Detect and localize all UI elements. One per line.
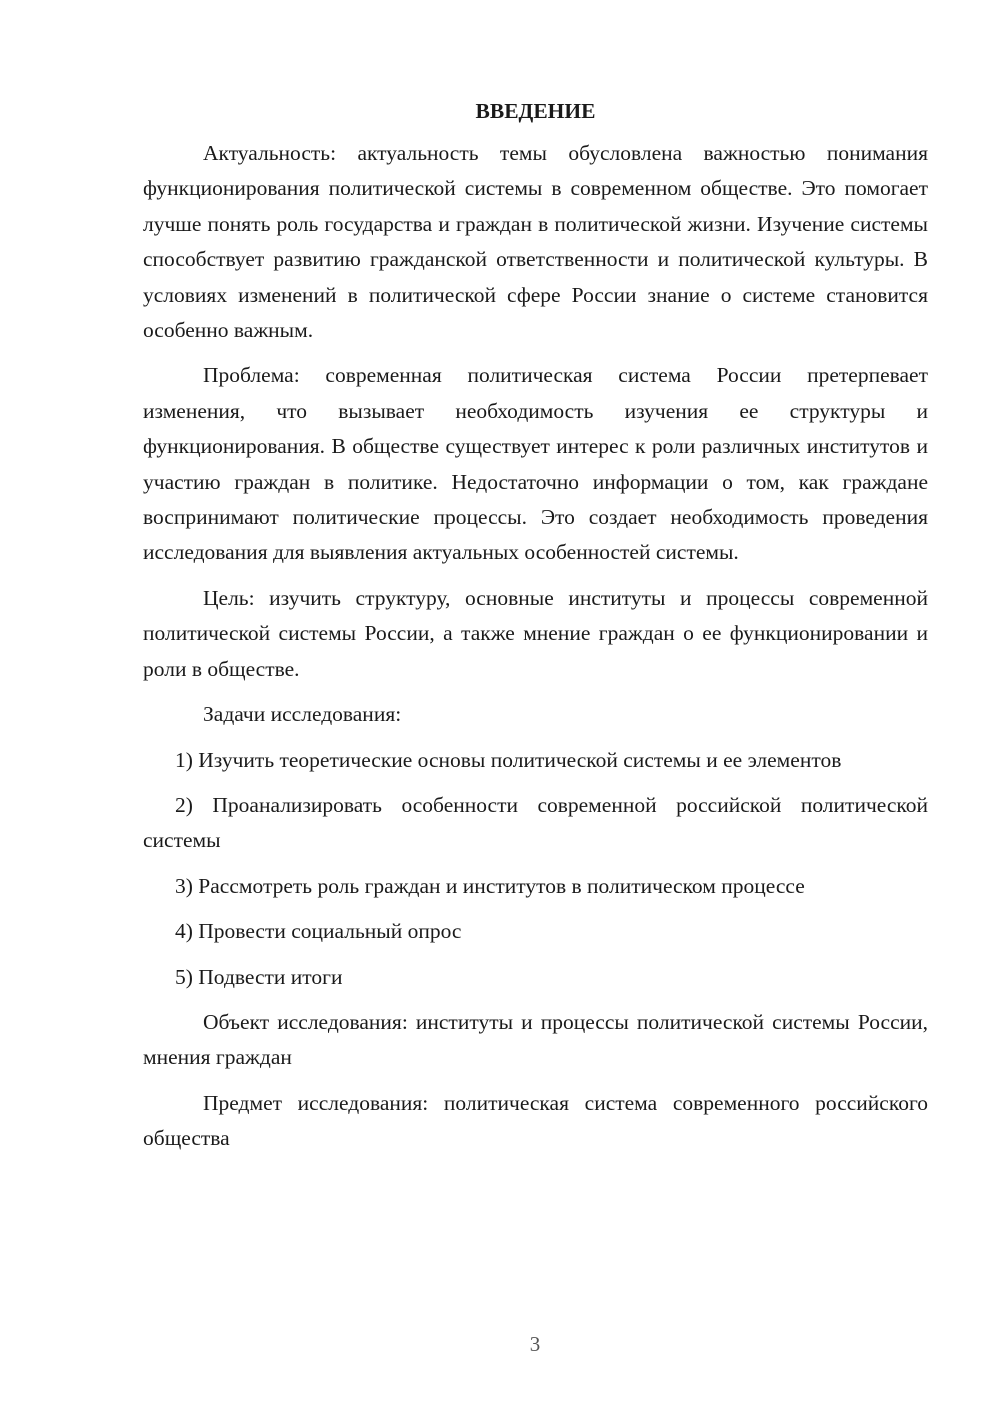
document-page — [143, 92, 928, 1167]
task-item: 3) Рассмотреть роль граждан и институтов в политическом процессе — [175, 873, 805, 898]
paragraph-object: Объект исследования: институты и процессы политической системы России, мнения граждан — [143, 1009, 928, 1070]
tasks-heading: Задачи исследования: — [203, 702, 402, 727]
task-item: 2) Проанализировать особенности современной российской политической системы — [143, 792, 928, 853]
paragraph-relevance: Актуальность: актуальность темы обусловлена важностью понимания функционирования политической системы в современном обществе. Это помогает лучше понять роль государства и граждан в политической жизни. Изучение системы способствует развитию гражданской ответственности и политической культуры. В условиях изменений в политической сфере России знание о системе становится особенно важным. — [143, 141, 928, 343]
page-number: 3 — [529, 1332, 541, 1356]
task-item: 4) Провести социальный опрос — [175, 919, 462, 944]
section-title: ВВЕДЕНИЕ — [475, 99, 596, 123]
paragraph-subject: Предмет исследования: политическая система современного российского общества — [143, 1090, 928, 1151]
paragraph-goal: Цель: изучить структуру, основные институты и процессы современной политической системы России, а также мнение граждан о ее функционировании и роли в обществе. — [143, 585, 928, 681]
paragraph-problem: Проблема: современная политическая система России претерпевает изменения, что вызывает необходимость изучения ее структуры и функционирования. В обществе существует интерес к роли различных институтов и участию граждан в политике. Недостаточно информации о том, как граждане воспринимают политические процессы. Это создает необходимость проведения исследования для выявления актуальных особенностей системы. — [143, 363, 928, 565]
task-item: 1) Изучить теоретические основы политической системы и ее элементов — [175, 747, 842, 772]
task-item: 5) Подвести итоги — [175, 964, 343, 989]
